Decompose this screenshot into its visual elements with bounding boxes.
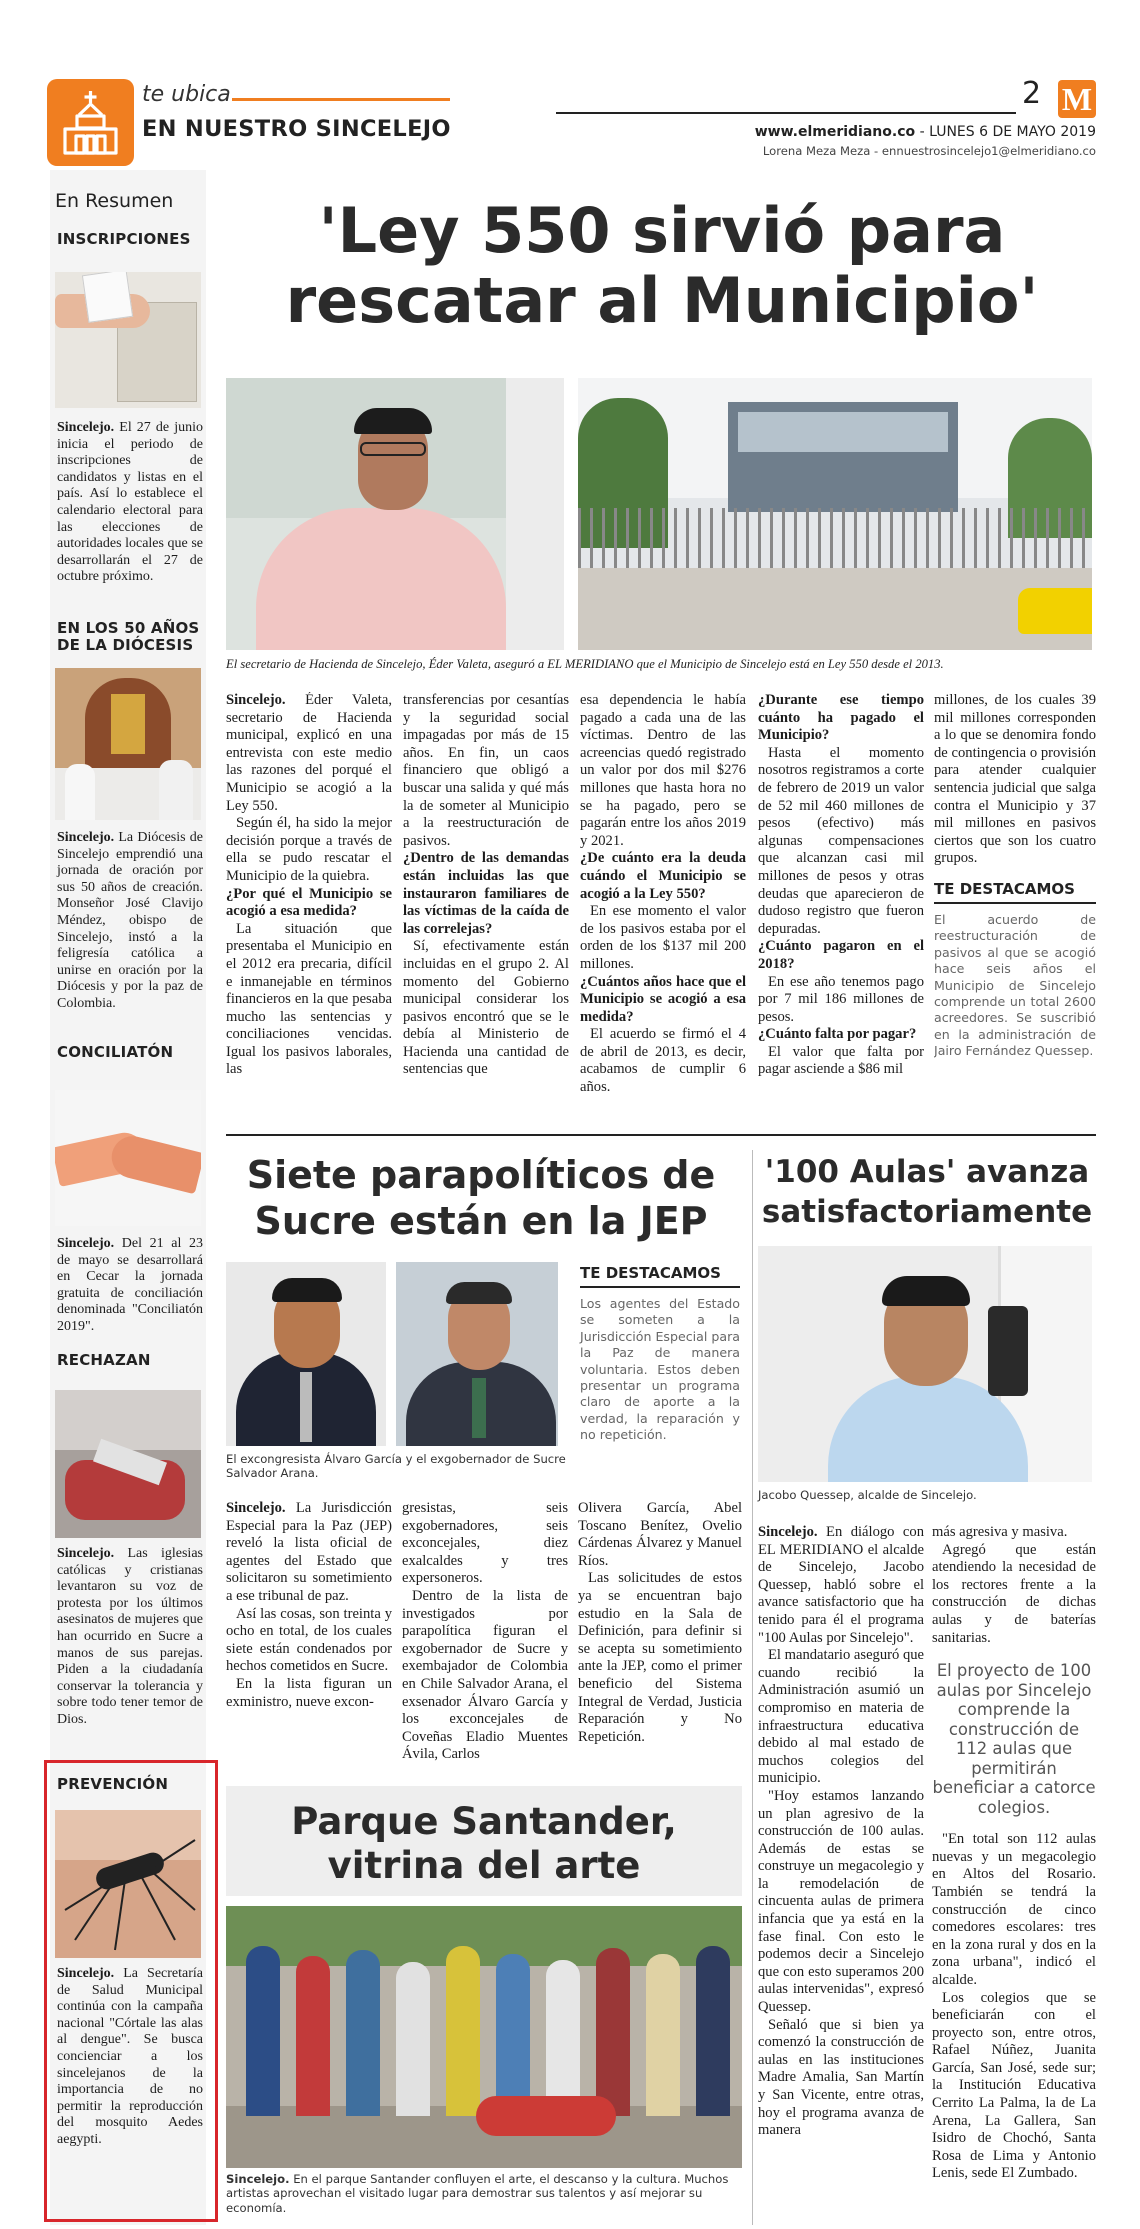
section-logo-icon xyxy=(47,79,134,166)
sidebar-heading-prevencion: PREVENCIÓN xyxy=(57,1775,169,1793)
sidebar-text-diocesis: Sincelejo. La Diócesis de Sincelejo emprendió una jornada de oración por sus 50 años de creación. Monseñor José Clavijo Méndez, obispo de Sincelejo, instó a la feligresía católica a unirse en oración por la Diócesis y por la paz de Colombia. xyxy=(57,830,203,1011)
main-headline-line2: rescatar al Municipio' xyxy=(285,264,1039,337)
jep-col-1: Sincelejo. La Jurisdicción Especial para la Paz (JEP) reveló la lista oficial de agentes del Estado que solicitaron su sometimiento a ese tribunal de paz. Así las cosas, son treinta y ocho en total, de los cuales siete están condenados por hechos cometidos en Sucre. En la lista figuran un exministro, nueve excon- xyxy=(226,1500,392,1710)
main-col-2: transferencias por cesantías y la seguridad social impagadas por más de 15 años. En fin, un caos financiero que obligó a buscar una salida y qué más la de someter al Municipio a la reestructuración de pasivos. ¿Dentro de las demandas están incluidas las que instauraron familiares de las víctimas de la caída de las correlejas? Sí, efectivamente están incluidas en el grupo 2. Al momento del Gobierno municipal considerar los pasivos encontró que se le debía al Ministerio de Hacienda una cantidad de sentencias que xyxy=(403,692,569,1078)
parque-photo-caption: Sincelejo. En el parque Santander confluyen el arte, el descanso y la cultura. Muchos artistas aprovechan el visitado lugar para demostrar sus talentos y así mejorar su economía. xyxy=(226,2172,729,2215)
quessep-photo xyxy=(758,1246,1092,1482)
aulas-headline xyxy=(758,1152,1096,1232)
section-kicker: te ubica xyxy=(142,82,231,107)
aulas-headline-line2: satisfactoriamente xyxy=(761,1194,1093,1230)
parque-photo xyxy=(226,1906,742,2168)
sidebar-heading-inscripciones: INSCRIPCIONES xyxy=(57,230,191,248)
aulas-col-2: más agresiva y masiva. Agregó que están atendiendo la necesidad de los rectores frente a la construcción de dichas aulas y de baterías sanitarias. El proyecto de 100 aulas por Sincelejo comprende la construcción de 112 aulas que permitirán beneficiar a catorce colegios. "En total son 112 aulas nuevas y un megacolegio en Altos del Rosario. También se tendrá la construcción de cinco comedores escolares: tres en la zona rural y dos en la zona urbana", indicó el alcalde. Los colegios que se beneficiarán con el proyecto son, entre otros, Rafael Núñez, Juanita García, San José, sede sur; la Institución Educativa Cerrito La Palma, la de La Arena, La Gallera, San Isidro de Chochó, Santa Rosa de Lima y Antonio Lenis, sede El Zumbado. xyxy=(932,1524,1096,2182)
sidebar-text-conciliaton: Sincelejo. Del 21 al 23 de mayo se desarrollará en Cecar la jornada gratuita de conciliación denominada "Conciliatón 2019". xyxy=(57,1236,204,1334)
dateline xyxy=(640,124,1096,140)
page-number: 2 xyxy=(1022,76,1042,111)
cathedral-photo xyxy=(55,668,201,820)
byline: Lorena Meza Meza - ennuestrosincelejo1@elmeridiano.co xyxy=(762,144,1096,158)
main-col-1: Sincelejo. Éder Valeta, secretario de Hacienda municipal, explicó en una entrevista con este medio las razones del porqué el Municipio se acogió a la Ley 550. Según él, ha sido la mejor decisión porque a través de ella se pudo rescatar el Municipio de la quiebra. ¿Por qué el Municipio se acogió a esa medida? La situación que presentaba el Municipio en el 2012 era precaria, difícil e inmanejable en términos financieros en la que pesaba mucho las sentencias y conciliaciones vencidas. Igual los pasivos laborales, las xyxy=(226,692,392,1078)
jep-headline xyxy=(226,1152,736,1244)
parque-headline xyxy=(226,1800,742,1888)
brand-logo-letter: M xyxy=(1061,81,1093,117)
main-story-bottom-rule xyxy=(226,1134,1096,1136)
mosquito-photo xyxy=(55,1810,201,1958)
sidebar-text-rechazan: Sincelejo. Las iglesias católicas y cristianas levantaron su voz de protesta por los últimos asesinatos de mujeres que han ocurrido en Sucre a manos de sus parejas. Piden a la ciudadanía conservar la tolerancia y sobre todo tener temor de Dios. xyxy=(57,1546,203,1727)
main-headline-line1: 'Ley 550 sirvió para xyxy=(318,194,1006,267)
parque-headline-line2: vitrina del arte xyxy=(327,1844,641,1887)
jep-col-3: Olivera García, Abel Toscano Benítez, Ovelio Cárdenas Álvarez y Manuel Ríos. Las solicitudes de estos ya se encuentran bajo estudio en la Sala de Definición, para definir si se acepta su sometimiento ante la JEP, como el primer beneficio del Sistema Integral de Verdad, Justicia Reparación y No Repetición. xyxy=(578,1500,742,1745)
jep-headline-line1: Siete parapolíticos de xyxy=(246,1153,716,1197)
header-rule xyxy=(556,112,1016,114)
garcia-photo xyxy=(226,1262,386,1446)
parque-headline-line1: Parque Santander, xyxy=(291,1800,677,1843)
sidebar-text-prevencion: Sincelejo. La Secretaría de Salud Municipal continúa con la campaña nacional "Córtale las alas al dengue". Se busca concienciar a los sincelejanos de la importancia de no permitir la reproducción del mosquito Aedes aegypti. xyxy=(57,1966,203,2147)
aulas-pull-quote: El proyecto de 100 aulas por Sincelejo comprende la construcción de 112 aulas que permitirán beneficiar a catorce colegios. xyxy=(932,1661,1096,1817)
sidebar-heading-diocesis: EN LOS 50 AÑOS DE LA DIÓCESIS xyxy=(57,619,200,654)
main-headline xyxy=(222,196,1102,336)
aulas-headline-line1: '100 Aulas' avanza xyxy=(764,1154,1090,1190)
official-photo xyxy=(226,378,564,650)
sidebar-text-inscripciones: Sincelejo. El 27 de junio inicia el periodo de inscripciones de candidatos y listas en el país. Así lo establece el calendario electoral para las elecciones de autoridades locales que se desarrollarán el 27 de octubre próximo. xyxy=(57,420,204,585)
city-hall-photo xyxy=(578,378,1092,650)
main-col-4: ¿Durante ese tiempo cuánto ha pagado el Municipio? Hasta el momento nosotros registramos a corte de febrero de 2019 un valor de 52 mil 460 millones de pesos (efectivo) más algunas compensaciones que alcanzan casi mil millones de pesos y otras deudas que aparecieron de dudoso registro que fueron depuradas. ¿Cuánto pagaron en el 2018? En ese año tenemos pago por 7 mil 186 millones de pesos. ¿Cuánto falta por pagar? El valor que falta por pagar asciende a $86 mil xyxy=(758,692,924,1078)
main-destacamos-title: TE DESTACAMOS xyxy=(934,880,1096,904)
sidebar-heading-rechazan: RECHAZAN xyxy=(57,1351,151,1369)
dateline-date: - LUNES 6 DE MAYO 2019 xyxy=(919,124,1096,140)
section-title: EN NUESTRO SINCELEJO xyxy=(142,116,451,142)
dateline-url[interactable]: www.elmeridiano.co xyxy=(754,124,916,140)
sidebar-heading-conciliaton: CONCILIATÓN xyxy=(57,1043,174,1061)
crime-scene-photo xyxy=(55,1390,201,1538)
column-divider xyxy=(752,1150,753,2225)
jep-destacamos-text: Los agentes del Estado se someten a la Jurisdicción Especial para la Paz de manera voluntaria. Estos deben presentar un programa claro de aporte a la verdad, la reparación y no repetición. xyxy=(580,1296,740,1443)
main-col-3: esa dependencia le había pagado a cada una de las víctimas. Dentro de las acreencias quedó registrado un valor por dos mil $276 millones que hasta hora no se ha pagado, pero se pagarán entre los años 2019 y 2021. ¿De cuánto era la deuda cuándo el Municipio se acogió a la Ley 550? En ese momento el valor de los pasivos estaba por el orden de los $137 mil 200 millones. ¿Cuántos años hace que el Municipio se acogió a esa medida? El acuerdo se firmó el 4 de abril de 2013, es decir, acabamos de cumplir 6 años. xyxy=(580,692,746,1096)
handshake-photo xyxy=(55,1090,201,1226)
aulas-col-1: Sincelejo. En diálogo con EL MERIDIANO el alcalde de Sincelejo, Jacobo Quessep, habló sobre el avance satisfactorio que ha tenido para él el programa "100 Aulas por Sincelejo". El mandatario aseguró que cuando recibió la Administración asumió un compromiso en materia de infraestructura educativa debido al mal estado de muchos colegios del municipio. "Hoy estamos lanzando un plan agresivo de la construcción de 100 aulas. Además de estas se construye un megacolegio y la remodelación de cincuenta aulas de primera infancia que ya está en la fase final. Con esto le podemos decir a Sincelejo que con esto superamos 200 aulas intervenidas", expresó Quessep. Señaló que si bien ya comenzó la construcción de aulas en las instituciones Madre Amalia, San Martín y San Vicente, entre otras, hoy el programa avanza de manera xyxy=(758,1524,924,2139)
main-col-5: millones, de los cuales 39 mil millones corresponden a lo que se denomira fondo de contingencia o provisión para atender cualquier sentencia judicial que salga contra el Municipio y 37 mil millones en pasivos ciertos que son los cuatro grupos. TE DESTACAMOS El acuerdo de reestructuración de pasivos al que se acogió hace seis años el Municipio de Sincelejo comprende un total 2600 acreedores. Se suscribió en la administración de Jairo Fernández Quessep. xyxy=(934,692,1096,1059)
jep-col-2: gresistas, seis exgobernadores, seis exconcejales, diez exalcaldes y tres expersoneros. Dentro de la lista de investigados por parapolítica figuran el exgobernador de Sucre y exembajador de Colombia en Chile Salvador Arana, el exsenador Álvaro García y los exconcejales de Coveñas Eladio Muentes Ávila, Carlos xyxy=(402,1500,568,1763)
sidebar-title: En Resumen xyxy=(55,190,174,212)
jep-destacamos-title: TE DESTACAMOS xyxy=(580,1264,740,1288)
brand-logo-icon xyxy=(1058,80,1096,118)
main-photo-caption: El secretario de Hacienda de Sincelejo, Éder Valeta, aseguró a EL MERIDIANO que el Municipio de Sincelejo está en Ley 550 desde el 2013. xyxy=(226,657,944,671)
ballot-photo xyxy=(55,272,201,408)
aulas-photo-caption: Jacobo Quessep, alcalde de Sincelejo. xyxy=(758,1488,977,1502)
jep-headline-line2: Sucre están en la JEP xyxy=(254,1199,708,1243)
jep-photo-caption: El excongresista Álvaro García y el exgobernador de Sucre Salvador Arana. xyxy=(226,1452,566,1481)
kicker-rule xyxy=(232,98,450,101)
main-destacamos-text: El acuerdo de reestructuración de pasivos al que se acogió hace seis años el Municipio de Sincelejo comprende un total 2600 acreedores. Se suscribió en la administración de Jairo Fernández Quessep. xyxy=(934,911,1096,1059)
arana-photo xyxy=(396,1262,558,1446)
